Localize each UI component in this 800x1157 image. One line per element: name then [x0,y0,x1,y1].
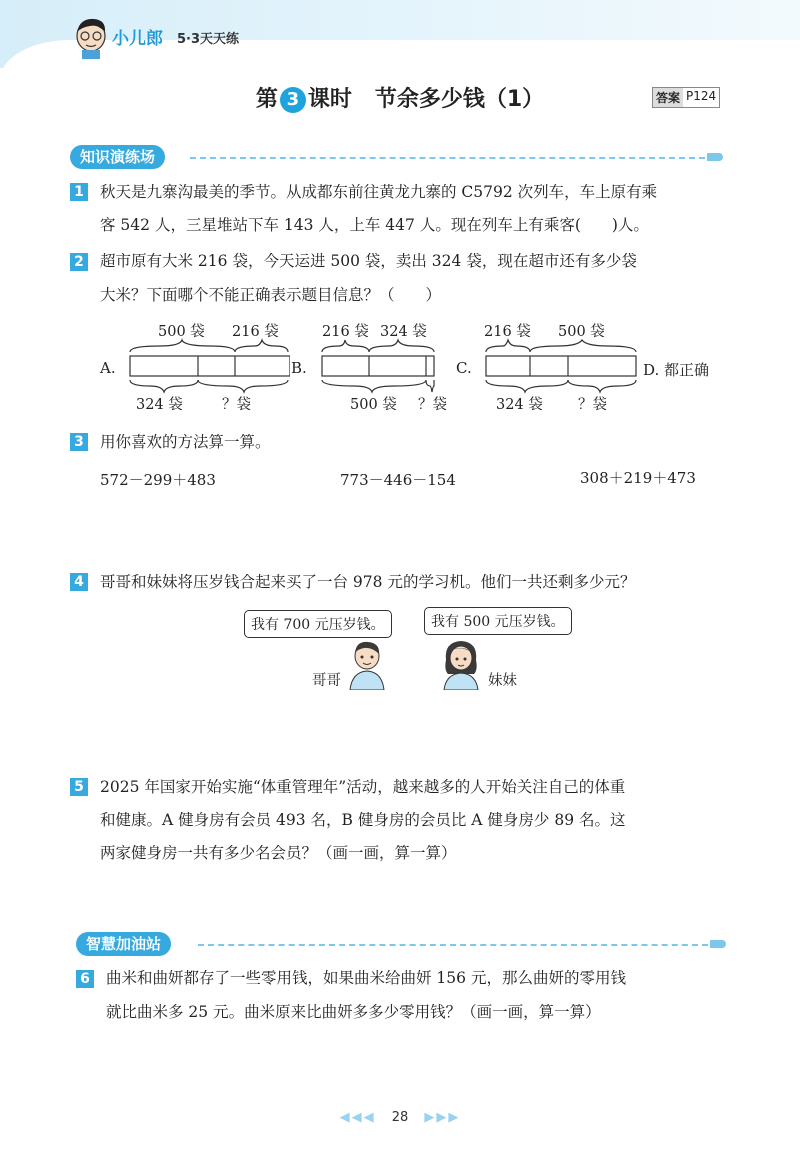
q3-expression-2: 773－446－154 [340,471,456,489]
option-b-top-2: 324 袋 [380,324,427,340]
brother-label: 哥哥 [312,673,341,689]
page-number: 28 [391,1110,409,1125]
title-suffix: 课时 [307,87,352,112]
series-name: 5·3天天练 [177,32,240,47]
q6-line2: 就比曲米多 25 元。曲米原来比曲妍多多少零用钱？（画一画，算一算） [106,1003,601,1021]
section-wisdom-header: 智慧加油站 [76,932,171,956]
option-d: D. 都正确 [643,361,710,379]
q3-expression-3: 308＋219＋473 [580,469,696,487]
q1-line1: 秋天是九寨沟最美的季节。从成都东前往黄龙九寨的 C5792 次列车，车上原有乘 [100,183,658,201]
option-b-bottom-2: ？袋 [418,397,447,413]
question-number-1: 1 [70,183,88,201]
q5-line2: 和健康。A 健身房有会员 493 名，B 健身房的会员比 A 健身房少 89 名。这 [100,811,626,829]
option-c-top-1: 216 袋 [484,324,531,340]
option-b-bottom-1: 500 袋 [350,397,397,413]
title-prefix: 第 [255,87,278,112]
q1-line2: 客 542 人，三星堆站下车 143 人，上车 447 人。现在列车上有乘客( )人。 [100,216,649,234]
question-number-3: 3 [70,433,88,451]
brand-name: 小儿郎 [112,29,163,49]
option-a-letter: A. [100,359,116,377]
answer-reference [652,87,720,108]
option-a-diagram [120,338,290,398]
q6-line1: 曲米和曲妍都存了一些零用钱，如果曲米给曲妍 156 元，那么曲妍的零用钱 [106,969,626,987]
brother-icon [342,638,392,690]
pencil-icon [710,940,726,948]
option-a-bottom-2: ？袋 [222,397,251,413]
section-divider [190,157,705,159]
question-number-4: 4 [70,573,88,591]
option-a-top-1: 500 袋 [158,324,205,340]
question-number-6: 6 [76,970,94,988]
option-b-letter: B. [291,359,307,377]
q4-text: 哥哥和妹妹将压岁钱合起来买了一台 978 元的学习机。他们一共还剩多少元？ [100,573,636,591]
question-number-5: 5 [70,778,88,796]
sister-label: 妹妹 [488,673,517,689]
q5-line3: 两家健身房一共有多少名会员？（画一画，算一算） [100,844,457,862]
option-c-bottom-1: 324 袋 [496,397,543,413]
sister-icon [436,638,486,690]
sister-speech-bubble: 我有 500 元压岁钱。 [424,607,572,635]
option-c-diagram [478,338,640,398]
option-a-bottom-1: 324 袋 [136,397,183,413]
option-c-top-2: 500 袋 [558,324,605,340]
option-b-diagram [314,338,444,398]
q3-expression-1: 572－299＋483 [100,471,216,489]
pencil-icon [707,153,723,161]
mascot-icon [72,14,110,60]
answer-page: P124 [686,89,717,103]
section-divider [198,944,708,946]
brother-speech-bubble: 我有 700 元压岁钱。 [244,610,392,638]
answer-label: 答案 [653,88,683,107]
lesson-number-badge: 3 [280,87,306,113]
question-number-2: 2 [70,253,88,271]
footer-right-arrows: ▶▶▶ [424,1110,461,1125]
option-c-bottom-2: ？袋 [578,397,607,413]
page-footer [0,1110,800,1125]
title-topic: 节余多少钱（1） [374,87,545,112]
footer-left-arrows: ◀◀◀ [339,1110,376,1125]
q2-line2: 大米？下面哪个不能正确表示题目信息？（ ） [100,286,442,304]
option-a-top-2: 216 袋 [232,324,279,340]
q5-line1: 2025 年国家开始实施“体重管理年”活动，越来越多的人开始关注自己的体重 [100,778,626,796]
q3-text: 用你喜欢的方法算一算。 [100,433,271,451]
option-b-top-1: 216 袋 [322,324,369,340]
option-c-letter: C. [456,359,472,377]
q2-line1: 超市原有大米 216 袋，今天运进 500 袋，卖出 324 袋，现在超市还有多少袋 [100,252,637,270]
section-practice-header: 知识演练场 [70,145,165,169]
